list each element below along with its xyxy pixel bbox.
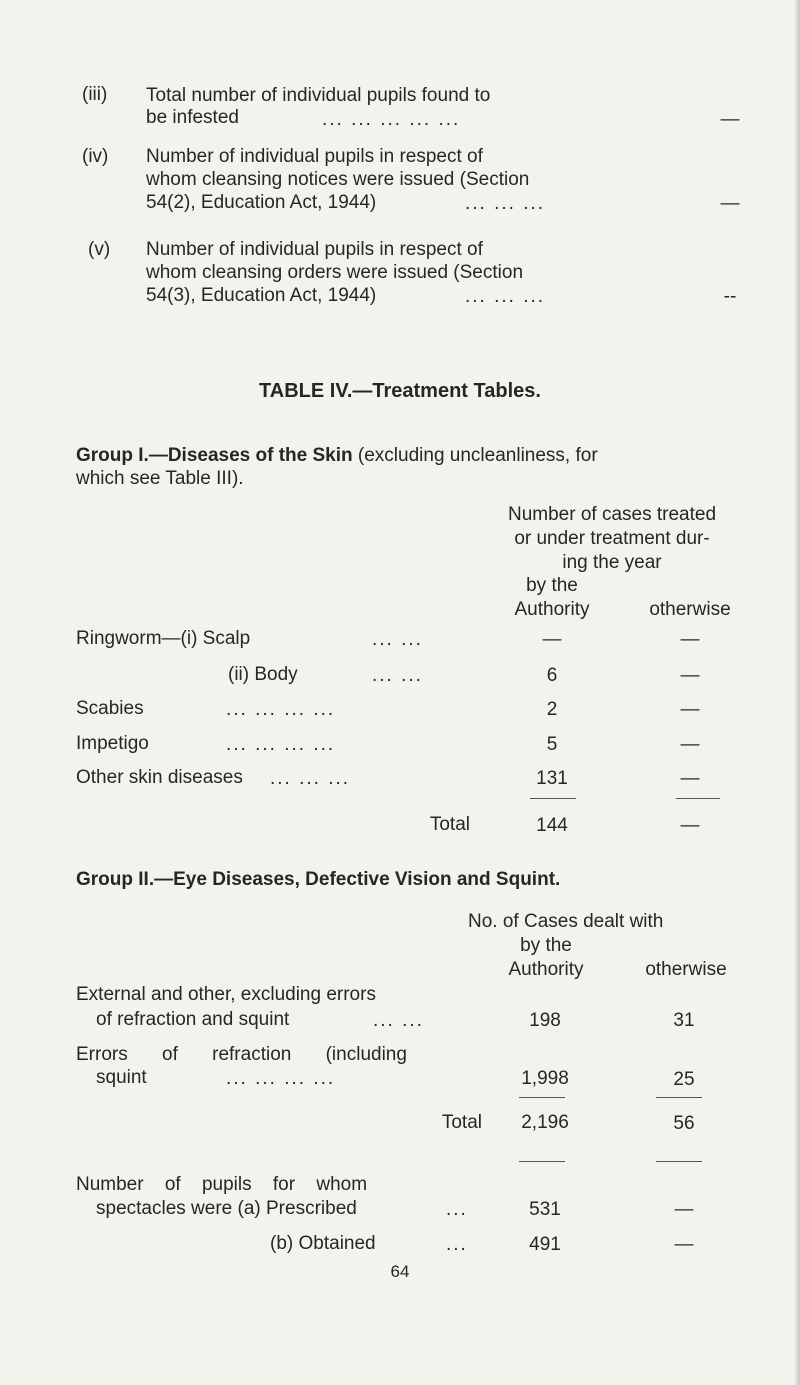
group-1-title-rest: (excluding uncleanliness, for [357,445,598,466]
row-authority: 2 [546,699,558,720]
row-line1: Errors of refraction (including [76,1044,407,1065]
row-authority: 131 [536,768,568,789]
row-authority: 5 [546,734,558,755]
row-label: Impetigo [76,733,149,754]
group-1-title [76,444,598,468]
group-1-title-line2: which see Table III). [76,468,244,489]
row-otherwise: 31 [673,1010,695,1031]
row-leader: ... ... [372,629,423,650]
row-label: Other skin diseases [76,767,243,788]
item-iii-line1: Total number of individual pupils found to [146,85,491,106]
item-v-line1: Number of individual pupils in respect of [146,239,483,260]
item-iv-line1: Number of individual pupils in respect of [146,146,483,167]
subtotal-rule [656,1097,702,1098]
total-otherwise: — [680,815,700,836]
total-authority: 2,196 [521,1112,569,1133]
group-2-col-by: by the [520,935,572,956]
group-1-col-authority: Authority [514,599,590,620]
subtotal-rule [519,1097,565,1098]
row-authority: — [542,629,562,650]
prescribed-authority: 531 [529,1199,561,1220]
row-leader: ... ... ... [270,768,351,789]
item-iii-leader: ... ... ... ... ... [322,109,461,130]
row-leader: ... ... ... ... [226,734,336,755]
item-v-line3: 54(3), Education Act, 1944) [146,285,377,306]
row-otherwise: — [680,768,700,789]
group-2-title: Group II.—Eye Diseases, Defective Vision and Squint. [76,869,561,890]
prescribed-otherwise: — [674,1199,694,1220]
item-iv-line2: whom cleansing notices were issued (Section [146,169,530,190]
row-leader: ... [446,1234,468,1255]
obtained-otherwise: — [674,1234,694,1255]
total-rule [656,1161,702,1162]
item-v-value: -- [723,286,737,307]
row-leader: ... ... [373,1010,424,1031]
row-otherwise: — [680,734,700,755]
item-iii-number: (iii) [82,84,108,105]
total-otherwise: 56 [673,1113,695,1134]
group-1-col-by: by the [526,575,578,596]
spectacles-line2: spectacles were (a) Prescribed [96,1198,357,1219]
total-rule [519,1161,565,1162]
item-iv-line3: 54(2), Education Act, 1944) [146,192,377,213]
row-leader: ... ... [372,665,423,686]
item-v-number: (v) [88,239,111,260]
group-1-head-line2: or under treatment dur- [514,528,710,549]
spectacles-line3: (b) Obtained [270,1233,376,1254]
total-authority: 144 [536,815,568,836]
item-iv-value: — [720,193,740,214]
row-otherwise: 25 [673,1069,695,1090]
group-2-col-authority: Authority [508,959,584,980]
item-iii-value: — [720,109,740,130]
item-v-leader: ... ... ... [465,286,546,307]
row-otherwise: — [680,665,700,686]
row-authority: 6 [546,665,558,686]
row-leader: ... [446,1199,468,1220]
row-authority: 198 [529,1010,561,1031]
group-1-head-line1: Number of cases treated [507,504,717,525]
row-line2: squint [96,1067,147,1088]
spectacles-line1: Number of pupils for whom [76,1174,368,1195]
group-1-title-bold: Group I.—Diseases of the Skin [76,445,353,466]
row-leader: ... ... ... ... [226,699,336,720]
total-label: Total [429,814,470,835]
row-label: Ringworm—(i) Scalp [76,628,251,649]
subtotal-rule [530,798,576,799]
subtotal-rule [676,798,720,799]
obtained-authority: 491 [529,1234,561,1255]
row-otherwise: — [680,699,700,720]
page-number: 64 [390,1262,410,1281]
row-authority: 1,998 [521,1068,569,1089]
item-v-line2: whom cleansing orders were issued (Section [146,262,524,283]
item-iv-leader: ... ... ... [465,193,546,214]
group-2-col-otherwise: otherwise [645,959,727,980]
row-label: Scabies [76,698,144,719]
item-iii-line2: be infested [146,107,239,128]
total-label: Total [441,1112,482,1133]
row-otherwise: — [680,629,700,650]
row-label: (ii) Body [228,664,298,685]
group-1-col-otherwise: otherwise [649,599,731,620]
row-line2: of refraction and squint [96,1009,290,1030]
item-iv-number: (iv) [82,146,109,167]
row-line1: External and other, excluding errors [76,984,376,1005]
row-leader: ... ... ... ... [226,1068,336,1089]
group-2-head: No. of Cases dealt with [468,911,664,932]
group-1-head-line3: ing the year [562,552,662,573]
table-title: TABLE IV.—Treatment Tables. [259,380,541,402]
scan-edge-shadow [794,0,800,1385]
